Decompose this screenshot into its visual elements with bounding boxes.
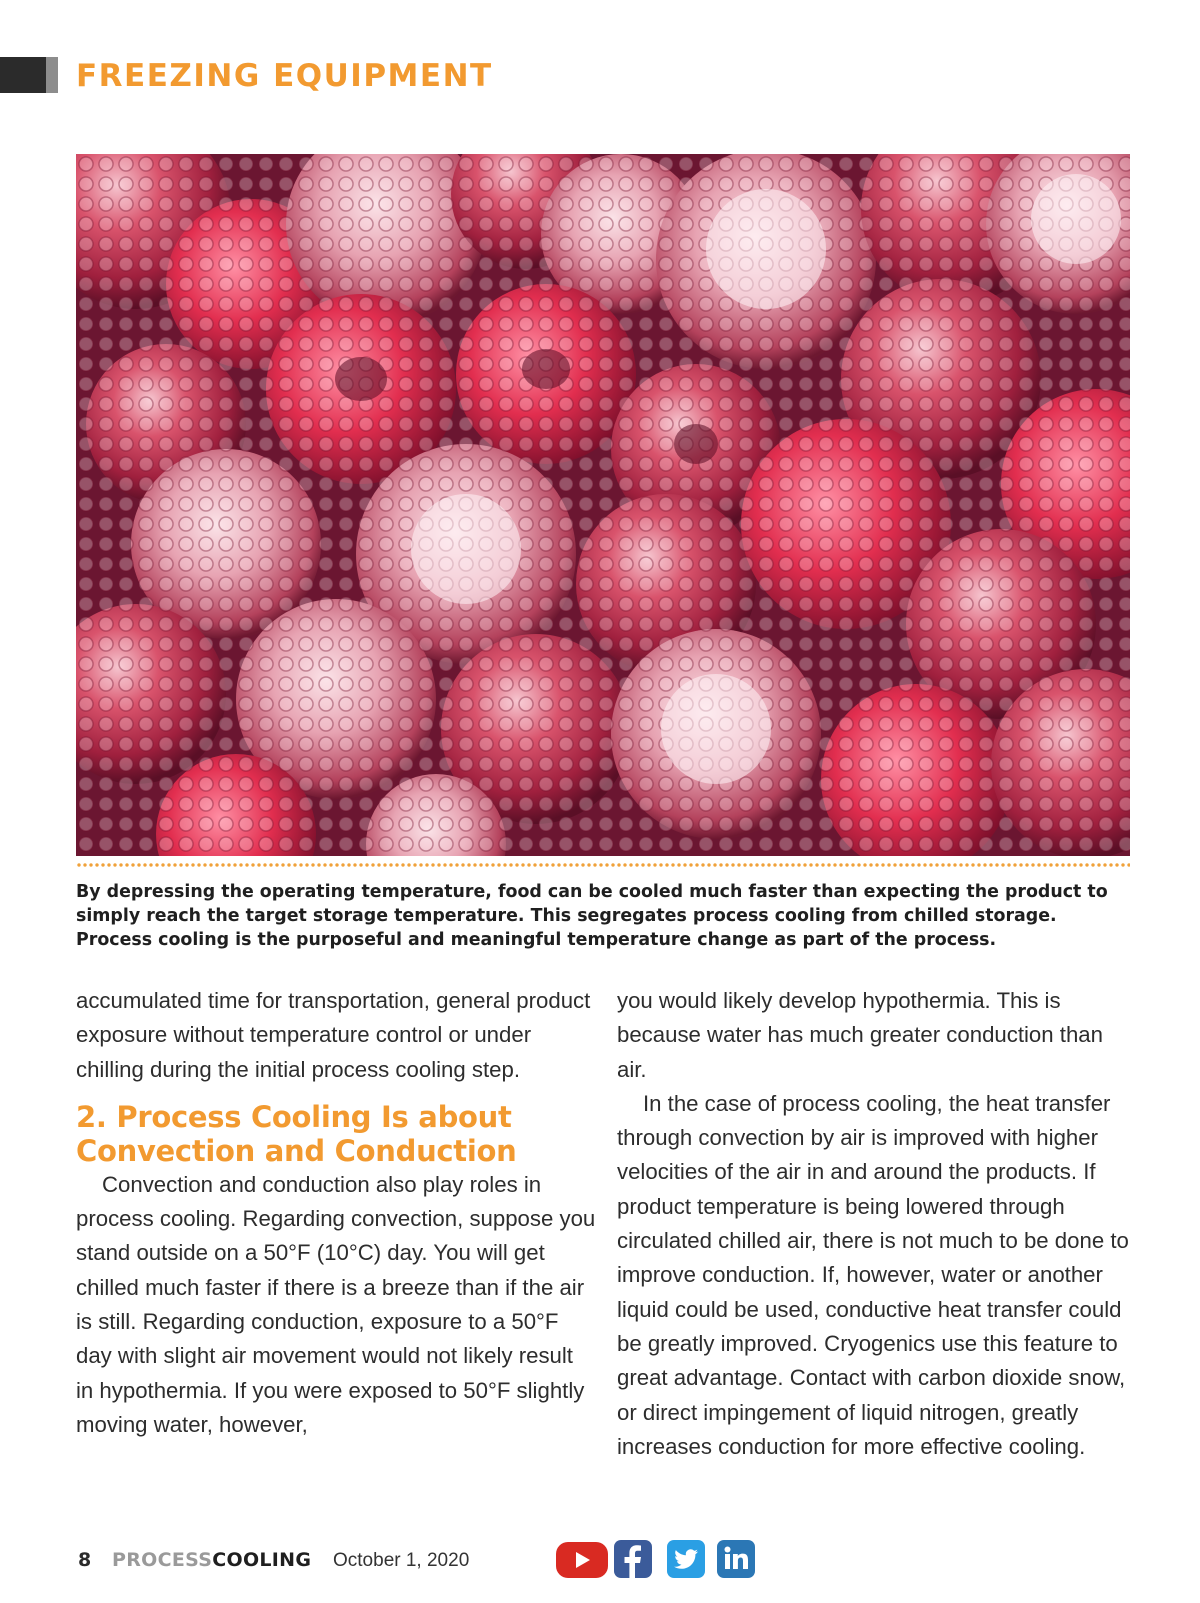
brand-part-2: COOLING <box>212 1549 312 1571</box>
caption-divider <box>76 862 1130 868</box>
article-column-left <box>76 984 596 1442</box>
magazine-brand <box>112 1549 311 1571</box>
body-paragraph: accumulated time for transportation, general product exposure without temperature control or under chilling during the initial process cooling step. <box>76 988 591 1082</box>
brand-part-1: PROCESS <box>112 1549 213 1571</box>
frozen-raspberries-photo <box>76 154 1130 856</box>
facebook-icon[interactable] <box>614 1540 652 1578</box>
section-subhead: 2. Process Cooling Is about Convection and Conduction <box>76 1099 517 1168</box>
section-title: FREEZING EQUIPMENT <box>76 58 493 94</box>
page-number: 8 <box>78 1549 92 1571</box>
article-column-right <box>617 984 1137 1464</box>
linkedin-icon[interactable] <box>717 1540 755 1578</box>
figure-caption: By depressing the operating temperature, food can be cooled much faster than expecting the product to simply reach the target storage temperature. This segregates process cooling from chilled storage. Process cooling is the purposeful and meaningful temperature change as part of the process. <box>76 882 1108 950</box>
body-paragraph: you would likely develop hypothermia. This is because water has much greater conduction than air. <box>617 988 1103 1082</box>
body-paragraph: In the case of process cooling, the heat transfer through convection by air is improved with higher velocities of the air in and around the products. If product temperature is being lowered through circulated chilled air, there is not much to be done to improve conduction. If, however, water or another liquid could be used, conductive heat transfer could be greatly improved. Cryogenics use this feature to great advantage. Contact with carbon dioxide snow, or direct impingement of liquid nitrogen, greatly increases conduction for more effective cooling. <box>617 1090 1129 1459</box>
youtube-icon[interactable] <box>556 1542 608 1578</box>
issue-date: October 1, 2020 <box>333 1550 470 1571</box>
twitter-icon[interactable] <box>667 1540 705 1578</box>
page-footer <box>76 1540 1130 1584</box>
body-paragraph: Convection and conduction also play roles in process cooling. Regarding convection, suppose you stand outside on a 50°F (10°C) day. You will get chilled much faster if there is a breeze than if the air is still. Regarding conduction, exposure to a 50°F day with slight air movement would not likely result in hypothermia. If you were exposed to 50°F slightly moving water, however, <box>76 1171 596 1437</box>
section-tab-marker <box>0 57 46 93</box>
